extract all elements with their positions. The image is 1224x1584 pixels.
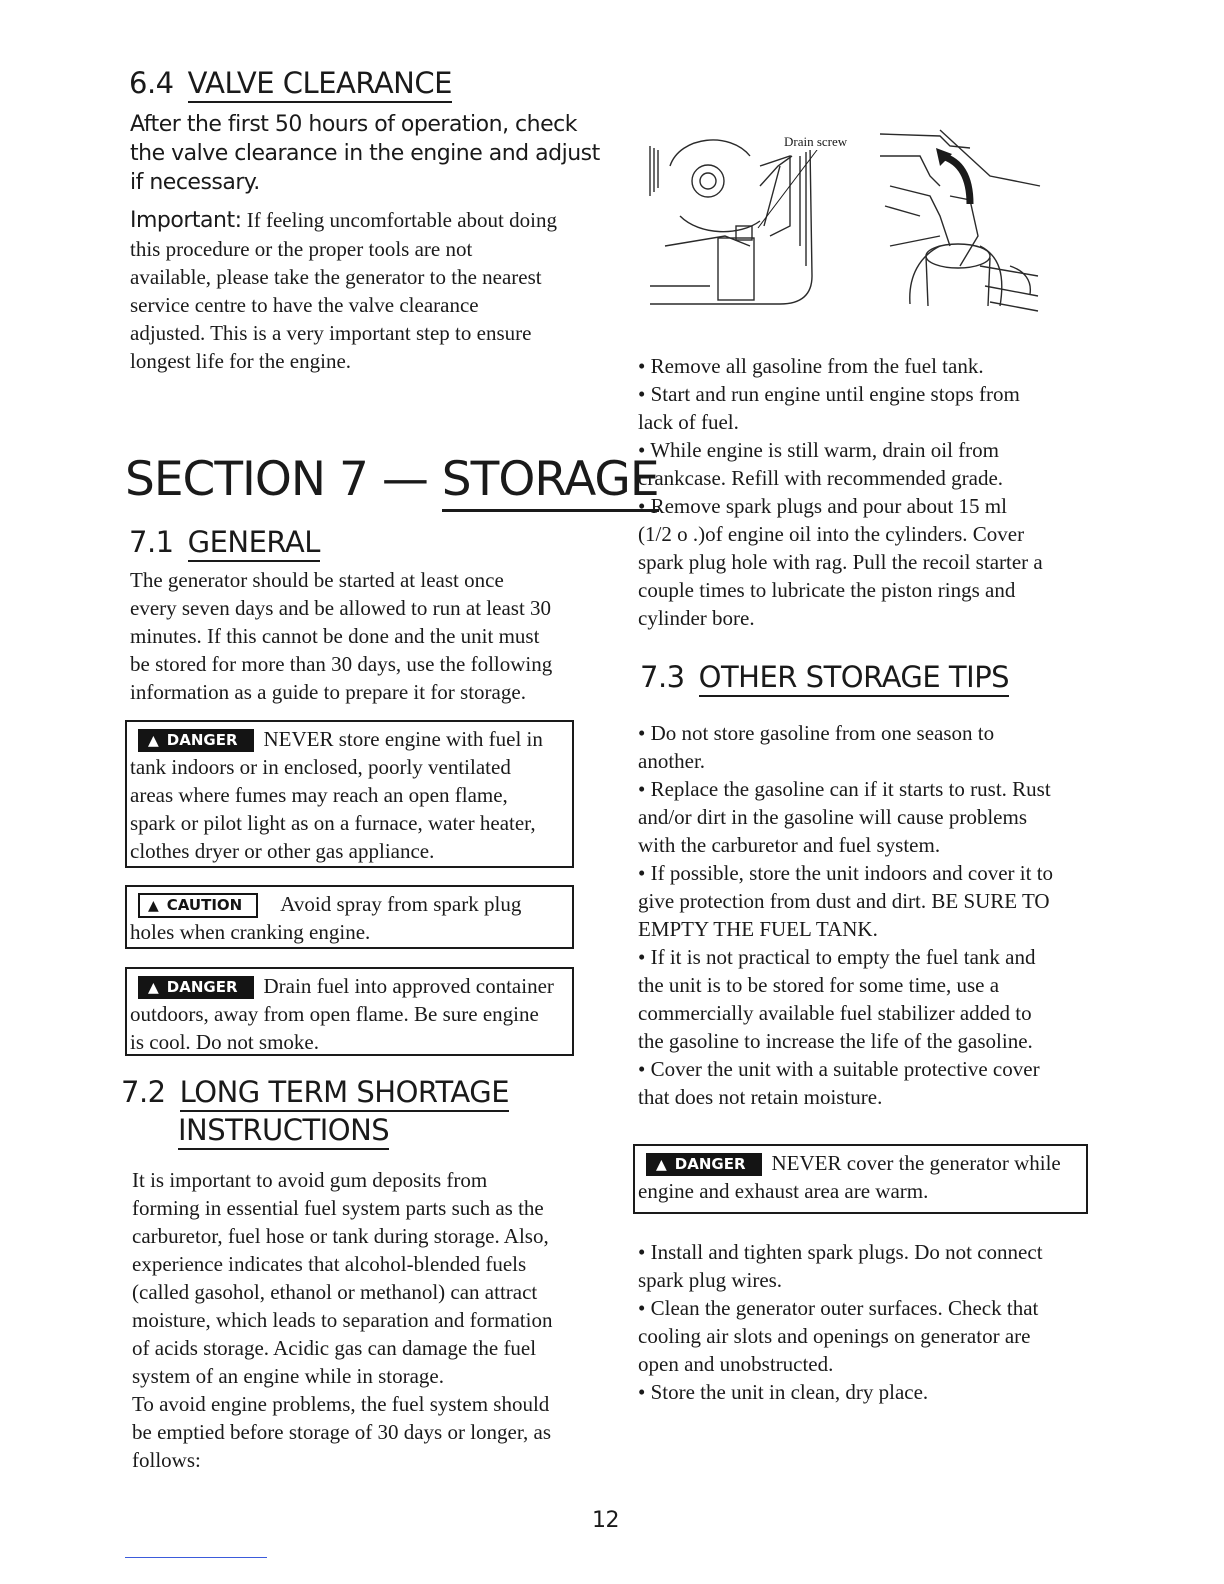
badge-label: DANGER	[166, 731, 238, 749]
warning-line: engine and exhaust area are warm.	[638, 1179, 929, 1203]
section-7-title	[125, 452, 659, 507]
warning-line: NEVER cover the generator while	[771, 1151, 1061, 1175]
drain-screw-label: Drain screw	[784, 134, 848, 149]
paragraph-line: forming in essential fuel system parts such as the	[132, 1196, 544, 1220]
section-name: STORAGE	[442, 452, 659, 512]
danger-warning-drain-fuel	[125, 967, 574, 1056]
list-item: another.	[638, 749, 706, 773]
warning-line: tank indoors or in enclosed, poorly ventilated	[130, 755, 511, 779]
section-number: 7.3	[640, 660, 685, 694]
list-item: give protection from dust and dirt. BE SURE TO	[638, 889, 1050, 913]
badge-label: DANGER	[674, 1155, 746, 1173]
heading-6-4	[129, 66, 452, 100]
warning-triangle-icon: ▲	[656, 1157, 667, 1173]
lead-line: the valve clearance in the engine and adjust	[130, 141, 600, 166]
section-number: 7.1	[129, 525, 174, 559]
warning-line: NEVER store engine with fuel in	[263, 727, 543, 751]
heading-7-2-line2	[178, 1113, 389, 1147]
list-item: • If it is not practical to empty the fuel tank and	[638, 945, 1036, 969]
list-item: cooling air slots and openings on generator are	[638, 1324, 1031, 1348]
list-item: • Remove spark plugs and pour about 15 ml	[638, 494, 1007, 518]
warning-line: outdoors, away from open flame. Be sure engine	[130, 1002, 539, 1026]
list-item: with the carburetor and fuel system.	[638, 833, 941, 857]
paragraph-line: be emptied before storage of 30 days or longer, as	[132, 1420, 552, 1444]
footer-rule	[125, 1557, 267, 1558]
lead-line: if necessary.	[130, 170, 260, 195]
badge-label: CAUTION	[166, 896, 243, 914]
other-storage-tips	[638, 719, 1088, 1111]
section-title: VALVE CLEARANCE	[188, 66, 452, 103]
drain-screw-figure	[640, 126, 1042, 316]
list-item: • Start and run engine until engine stops from	[638, 382, 1020, 406]
important-label: Important:	[130, 208, 242, 233]
list-item: • Replace the gasoline can if it starts to rust. Rust	[638, 777, 1051, 801]
section-title: LONG TERM SHORTAGE	[180, 1075, 509, 1112]
paragraph-line: of acids storage. Acidic gas can damage the fuel	[132, 1336, 537, 1360]
important-line: service centre to have the valve clearance	[130, 293, 479, 317]
paragraph-line: system of an engine while in storage.	[132, 1364, 445, 1388]
engine-drain-illustration	[640, 126, 1042, 316]
list-item: • Remove all gasoline from the fuel tank.	[638, 354, 984, 378]
paragraph-line: experience indicates that alcohol-blended fuels	[132, 1252, 527, 1276]
list-item: • Clean the generator outer surfaces. Check that	[638, 1296, 1039, 1320]
paragraph-line: To avoid engine problems, the fuel system should	[132, 1392, 550, 1416]
list-item: • Store the unit in clean, dry place.	[638, 1380, 929, 1404]
general-paragraph	[130, 566, 600, 706]
paragraph-line: carburetor, fuel hose or tank during storage. Also,	[132, 1224, 549, 1248]
section-title: GENERAL	[188, 525, 320, 562]
danger-badge	[138, 976, 254, 999]
heading-7-2	[121, 1075, 509, 1109]
list-item: spark plug wires.	[638, 1268, 783, 1292]
warning-triangle-icon: ▲	[148, 898, 159, 914]
list-item: commercially available fuel stabilizer added to	[638, 1001, 1032, 1025]
warning-line: Drain fuel into approved container	[263, 974, 554, 998]
section-number: 7.2	[121, 1075, 166, 1109]
list-item: • Cover the unit with a suitable protective cover	[638, 1057, 1040, 1081]
list-item: the unit is to be stored for some time, use a	[638, 973, 1000, 997]
warning-line: holes when cranking engine.	[130, 920, 371, 944]
warning-line: areas where fumes may reach an open flame,	[130, 783, 508, 807]
list-item: crankcase. Refill with recommended grade.	[638, 466, 1004, 490]
list-item: spark plug hole with rag. Pull the recoil starter a	[638, 550, 1043, 574]
warning-line: Avoid spray from spark plug	[280, 892, 522, 916]
list-item: the gasoline to increase the life of the gasoline.	[638, 1029, 1033, 1053]
list-item: and/or dirt in the gasoline will cause problems	[638, 805, 1027, 829]
badge-label: DANGER	[166, 978, 238, 996]
section-title: INSTRUCTIONS	[178, 1113, 389, 1150]
heading-7-1	[129, 525, 320, 559]
paragraph-line: (called gasohol, ethanol or methanol) can attract	[132, 1280, 538, 1304]
heading-7-3	[640, 660, 1009, 694]
list-item: EMPTY THE FUEL TANK.	[638, 917, 878, 941]
important-line: this procedure or the proper tools are not	[130, 237, 473, 261]
paragraph-line: information as a guide to prepare it for storage.	[130, 680, 526, 704]
list-item: cylinder bore.	[638, 606, 755, 630]
list-item: (1/2 o .)of engine oil into the cylinders. Cover	[638, 522, 1025, 546]
paragraph-line: The generator should be started at least once	[130, 568, 504, 592]
caution-warning-spark-plug	[125, 885, 574, 949]
warning-line: is cool. Do not smoke.	[130, 1030, 319, 1054]
final-tips	[638, 1238, 1088, 1406]
list-item: lack of fuel.	[638, 410, 739, 434]
section-prefix: SECTION 7 —	[125, 452, 442, 507]
important-note	[130, 206, 600, 375]
paragraph-line: every seven days and be allowed to run at least 30	[130, 596, 552, 620]
paragraph-line: minutes. If this cannot be done and the unit must	[130, 624, 540, 648]
paragraph-line: moisture, which leads to separation and formation	[132, 1308, 553, 1332]
paragraph-line: be stored for more than 30 days, use the following	[130, 652, 553, 676]
list-item: that does not retain moisture.	[638, 1085, 883, 1109]
warning-line: spark or pilot light as on a furnace, water heater,	[130, 811, 536, 835]
storage-steps	[638, 352, 1088, 632]
warning-triangle-icon: ▲	[148, 980, 159, 996]
list-item: couple times to lubricate the piston rings and	[638, 578, 1016, 602]
important-line: If feeling uncomfortable about doing	[241, 208, 557, 232]
paragraph-line: follows:	[132, 1448, 201, 1472]
section-title: OTHER STORAGE TIPS	[699, 660, 1009, 697]
list-item: • If possible, store the unit indoors and cover it to	[638, 861, 1054, 885]
valve-clearance-lead	[130, 110, 600, 197]
caution-badge	[138, 893, 258, 918]
important-line: available, please take the generator to the nearest	[130, 265, 542, 289]
warning-line: clothes dryer or other gas appliance.	[130, 839, 435, 863]
list-item: • While engine is still warm, drain oil from	[638, 438, 999, 462]
long-term-paragraph	[132, 1166, 602, 1474]
danger-warning-cover	[633, 1144, 1088, 1214]
important-line: adjusted. This is a very important step to ensure	[130, 321, 532, 345]
page-number: 12	[592, 1508, 619, 1533]
section-number: 6.4	[129, 66, 174, 100]
list-item: • Do not store gasoline from one season to	[638, 721, 995, 745]
warning-triangle-icon: ▲	[148, 733, 159, 749]
list-item: open and unobstructed.	[638, 1352, 834, 1376]
danger-badge	[138, 729, 254, 752]
important-line: longest life for the engine.	[130, 349, 352, 373]
danger-warning-fuel-storage	[125, 720, 574, 868]
list-item: • Install and tighten spark plugs. Do not connect	[638, 1240, 1043, 1264]
lead-line: After the first 50 hours of operation, check	[130, 112, 577, 137]
paragraph-line: It is important to avoid gum deposits from	[132, 1168, 488, 1192]
danger-badge	[646, 1153, 762, 1176]
